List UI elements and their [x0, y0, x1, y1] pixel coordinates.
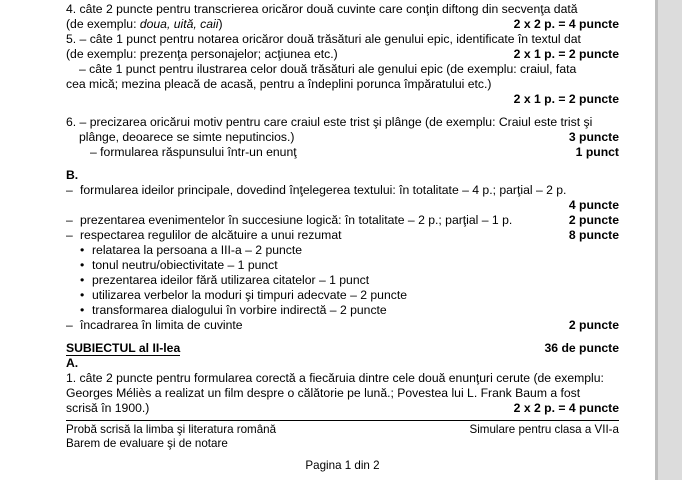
footer-barem: Barem de evaluare şi de notare [66, 437, 228, 450]
q5-line-2: (de exemplu: prezenţa personajelor; acţiunea etc.) 2 x 1 p. = 2 puncte [66, 47, 619, 61]
a1-score: 2 x 2 p. = 4 puncte [513, 401, 619, 415]
q5-score-2: 2 x 1 p. = 2 puncte [513, 92, 619, 106]
q4-line-2: (de exemplu: doua, uită, caii) 2 x 2 p. = 4 puncte [66, 17, 619, 31]
q5-score-2-line [66, 92, 619, 107]
q5-line-4: cea mică; mezina pleacă de acasă, pentru a îndeplini porunca împăratului etc.) [66, 77, 492, 91]
b-item-4: – încadrarea în limita de cuvinte 2 puncte [66, 318, 619, 333]
q5-line-1: 5. – câte 1 punct pentru notarea oricăror două trăsături ale genului epic, identificate în textul dat [66, 32, 581, 46]
q5-line-3: – câte 1 punct pentru ilustrarea celor două trăsături ale genului epic (de exemplu: craiul, fata [79, 62, 577, 76]
page-number: Pagina 1 din 2 [305, 459, 380, 472]
b-item-3: – respectarea regulilor de alcătuire a unui rezumat 8 puncte [66, 228, 619, 243]
subject-2-score: 36 de puncte [544, 341, 619, 355]
q6-score-1: 3 puncte [568, 130, 619, 144]
q5-score-1: 2 x 1 p. = 2 puncte [513, 47, 619, 61]
b-item-1: – formularea ideilor principale, dovedind înţelegerea textului: în totalitate – 4 p.; parţial – 2 p. [66, 183, 619, 198]
page-footer [66, 420, 619, 473]
subject-2-heading: SUBIECTUL al II-lea 36 de puncte [66, 341, 619, 355]
a1-line-2: Georges Méliès a realizat un film despre o călătorie pe lună.; Povestea lui L. Frank Baum a fost [66, 386, 581, 400]
footer-simulation: Simulare pentru clasa a VII-a [469, 423, 619, 436]
q6-score-2: 1 punct [575, 145, 619, 159]
b-item-2: – prezentarea evenimentelor în succesiune logică: în totalitate – 2 p.; parţial – 1 p. 2 puncte [66, 213, 619, 228]
footer-exam-title: Probă scrisă la limba şi literatura română [66, 423, 277, 436]
grading-content [66, 2, 619, 416]
q4-example: doua, uită, caii [139, 17, 219, 31]
q6-line-3: – formularea răspunsului într-un enunţ 1 punct [90, 145, 619, 159]
q6-line-1: 6. – precizarea oricărui motiv pentru care craiul este trist şi plânge (de exemplu: Craiul este trist şi [66, 115, 593, 129]
bullet-item: • transformarea dialogului în vorbire indirectă – 2 puncte [66, 303, 619, 318]
q4-line-1: 4. câte 2 puncte pentru transcrierea oricăror două cuvinte care conţin diftong din secvenţa dată [66, 2, 578, 16]
section-b-heading: B. [66, 168, 79, 182]
a1-line-3: scrisă în 1900.) 2 x 2 p. = 4 puncte [66, 401, 619, 415]
section-a-heading: A. [66, 356, 79, 370]
q6-line-2: plânge, deoarece se simte neputincios.) 3 puncte [79, 130, 619, 144]
bullet-item: • tonul neutru/obiectivitate – 1 punct [66, 258, 619, 273]
bullet-item: • prezentarea ideilor fără utilizarea citatelor – 1 punct [66, 273, 619, 288]
b-item-1-score-line [66, 198, 619, 213]
viewer-background [655, 0, 682, 480]
b-item-2-score: 2 puncte [568, 213, 619, 227]
b-item-3-score: 8 puncte [568, 228, 619, 242]
b-item-4-score: 2 puncte [568, 318, 619, 332]
b-item-1-score: 4 puncte [568, 198, 619, 212]
a1-line-1: 1. câte 2 puncte pentru formularea corectă a fiecăruia dintre cele două enunţuri cerute (de exemplu: [66, 371, 604, 385]
bullet-item: • utilizarea verbelor la moduri şi timpuri adecvate – 2 puncte [66, 288, 619, 303]
q4-score: 2 x 2 p. = 4 puncte [513, 17, 619, 31]
bullet-item: • relatarea la persoana a III-a – 2 puncte [66, 243, 619, 258]
